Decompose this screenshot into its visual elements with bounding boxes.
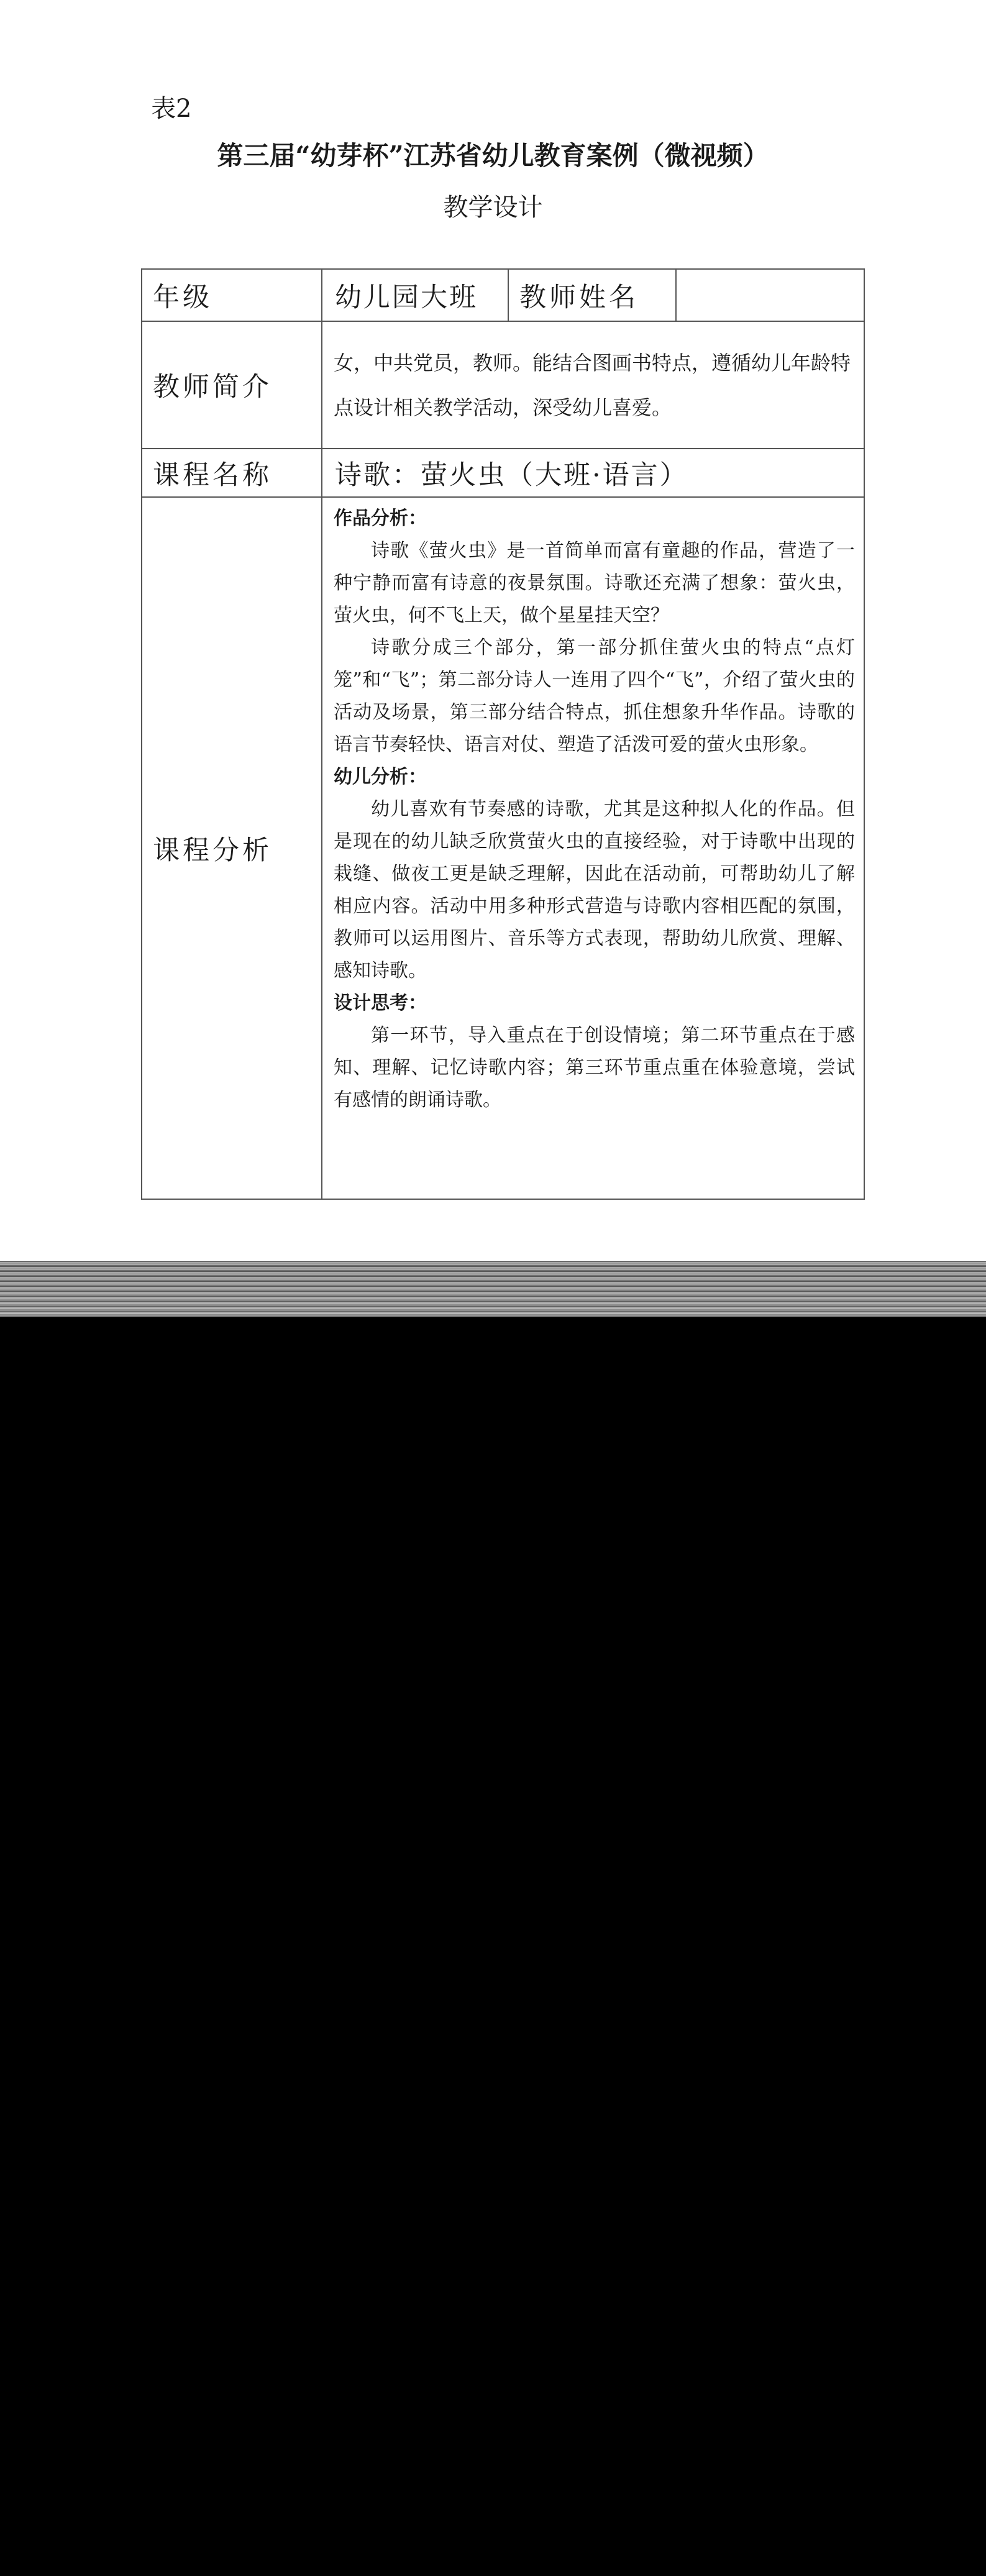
section-paragraph: 幼儿喜欢有节奏感的诗歌，尤其是这种拟人化的作品。但是现在的幼儿缺乏欣赏萤火虫的直接经验，对于诗歌中出现的栽缝、做夜工更是缺乏理解，因此在活动前，可帮助幼儿了解相应内容。活动中用多种形式营造与诗歌内容相匹配的氛围，教师可以运用图片、音乐等方式表现，帮助幼儿欣赏、理解、感知诗歌。 <box>334 798 855 982</box>
section-heading: 幼儿分析： <box>334 766 427 788</box>
black-scan-background <box>0 1317 986 2576</box>
document-page <box>0 0 986 1261</box>
lesson-design-table <box>141 268 865 1200</box>
teacher-intro-text: 女，中共党员，教师。能结合图画书特点，遵循幼儿年龄特点设计相关教学活动，深受幼儿喜爱。 <box>322 321 864 449</box>
teacher-intro-label: 教师简介 <box>142 321 322 449</box>
teacher-intro-row <box>142 321 864 449</box>
document-title: 第三届“幼芽杯”江苏省幼儿教育案例（微视频） <box>217 140 769 171</box>
scan-artifact-band <box>0 1261 986 1317</box>
grade-row <box>142 269 864 321</box>
teacher-name-value <box>676 269 864 321</box>
course-name-value: 诗歌：萤火虫（大班·语言） <box>322 449 864 497</box>
section-heading: 设计思考： <box>334 992 427 1014</box>
section-paragraph: 诗歌分成三个部分，第一部分抓住萤火虫的特点“点灯笼”和“飞”；第二部分诗人一连用了四个“飞”，介绍了萤火虫的活动及场景，第三部分结合特点，抓住想象升华作品。诗歌的语言节奏轻快、语言对仗、塑造了活泼可爱的萤火虫形象。 <box>334 637 855 756</box>
course-name-row <box>142 449 864 497</box>
analysis-section <box>334 987 855 1117</box>
course-analysis-label: 课程分析 <box>142 497 322 1199</box>
section-paragraph: 第一环节，导入重点在于创设情境；第二环节重点在于感知、理解、记忆诗歌内容；第三环节重点重在体验意境，尝试有感情的朗诵诗歌。 <box>334 1025 855 1111</box>
course-analysis-content <box>322 497 864 1199</box>
document-subtitle: 教学设计 <box>443 193 543 222</box>
teacher-name-label: 教师姓名 <box>508 269 676 321</box>
grade-value: 幼儿园大班 <box>322 269 508 321</box>
section-paragraph: 诗歌《萤火虫》是一首简单而富有童趣的作品，营造了一种宁静而富有诗意的夜景氛围。诗歌还充满了想象：萤火虫，萤火虫，何不飞上天，做个星星挂天空？ <box>334 540 855 626</box>
analysis-section <box>334 761 855 987</box>
grade-label: 年级 <box>142 269 322 321</box>
section-heading: 作品分析： <box>334 508 427 529</box>
course-analysis-row <box>142 497 864 1199</box>
table-label: 表2 <box>151 94 192 123</box>
analysis-section <box>334 503 855 761</box>
course-name-label: 课程名称 <box>142 449 322 497</box>
